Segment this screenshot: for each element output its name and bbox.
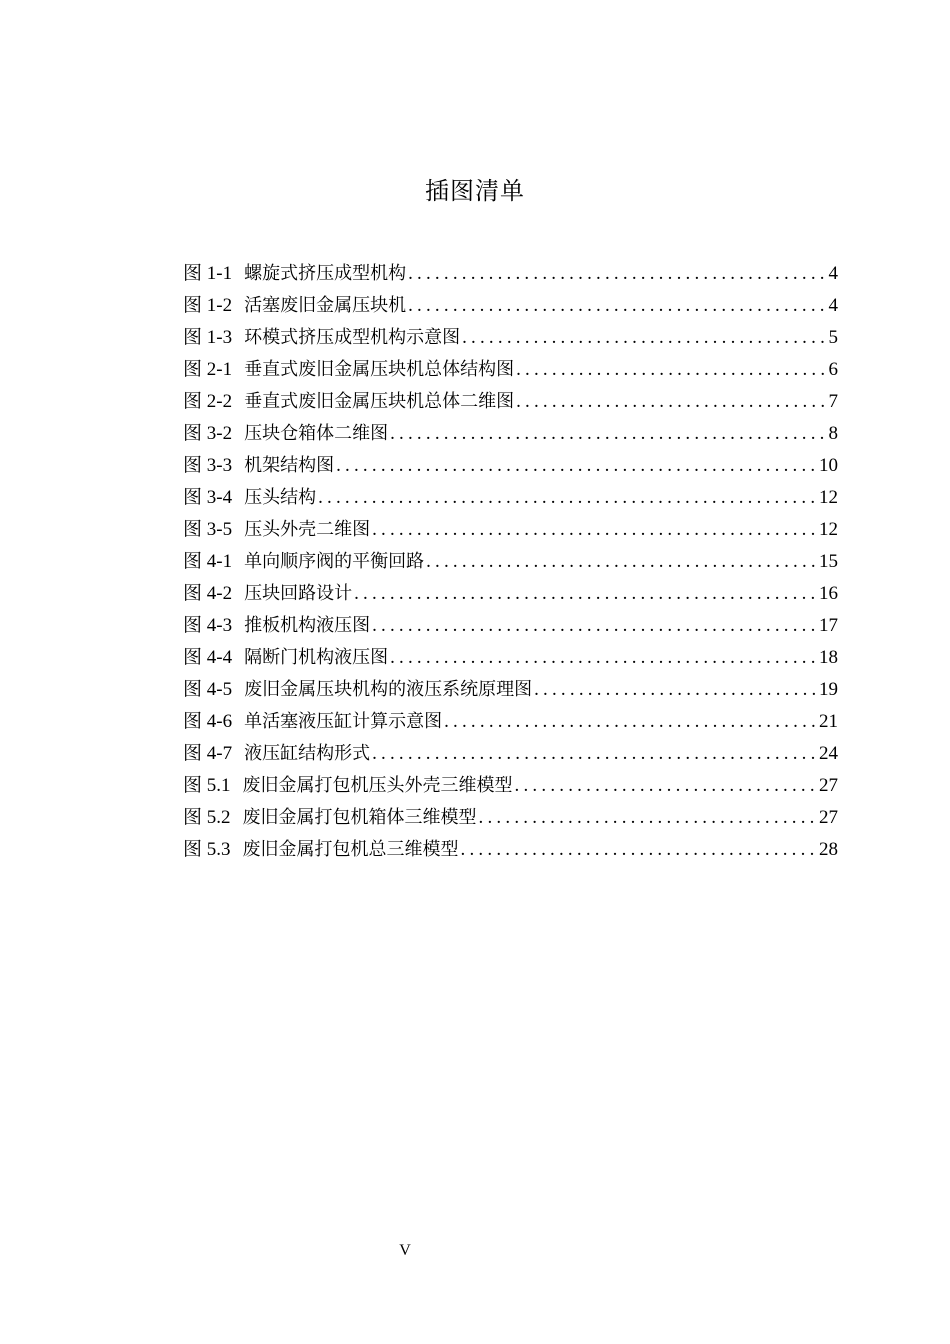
figure-page-number: 19 [819, 679, 838, 700]
figure-caption: 隔断门机构液压图 [244, 647, 389, 668]
figure-caption: 废旧金属打包机总三维模型 [242, 839, 459, 860]
figure-caption: 推板机构液压图 [244, 615, 371, 636]
figure-caption: 垂直式废旧金属压块机总体二维图 [244, 391, 515, 412]
figure-list-item[interactable] [183, 386, 838, 418]
figure-list-item[interactable] [183, 770, 838, 802]
figure-caption: 单向顺序阀的平衡回路 [244, 551, 425, 572]
figure-list-item[interactable] [183, 546, 838, 578]
figure-list-item[interactable] [183, 834, 838, 866]
figure-caption: 机架结构图 [244, 455, 335, 476]
figure-caption: 压块回路设计 [244, 583, 353, 604]
figure-list-item[interactable] [183, 290, 838, 322]
figure-caption: 环模式挤压成型机构示意图 [244, 327, 461, 348]
figure-page-number: 6 [828, 359, 838, 380]
figure-number: 图 4-4 [183, 647, 233, 668]
figure-number: 图 3-4 [183, 487, 233, 508]
dot-leader [336, 450, 817, 482]
figure-number: 图 5.3 [183, 839, 231, 860]
figure-number: 图 4-6 [183, 711, 233, 732]
figure-page-number: 27 [819, 807, 838, 828]
dot-leader [461, 834, 817, 866]
figure-list-item[interactable] [183, 802, 838, 834]
figure-page-number: 17 [819, 615, 838, 636]
dot-leader [372, 514, 817, 546]
dot-leader [534, 674, 817, 706]
figure-page-number: 10 [819, 455, 838, 476]
figure-number: 图 2-2 [183, 391, 233, 412]
figure-caption: 压头结构 [244, 487, 317, 508]
figure-list-item[interactable] [183, 514, 838, 546]
figure-list-item[interactable] [183, 706, 838, 738]
figure-page-number: 16 [819, 583, 838, 604]
figure-number: 图 3-3 [183, 455, 233, 476]
dot-leader [516, 354, 826, 386]
figure-page-number: 24 [819, 743, 838, 764]
dot-leader [354, 578, 817, 610]
figure-number: 图 1-1 [183, 263, 233, 284]
figure-list-item[interactable] [183, 610, 838, 642]
figure-page-number: 4 [828, 295, 838, 316]
figure-caption: 液压缸结构形式 [244, 743, 371, 764]
figure-list-item[interactable] [183, 642, 838, 674]
figure-page-number: 12 [819, 519, 838, 540]
figure-page-number: 18 [819, 647, 838, 668]
figure-caption: 压头外壳二维图 [244, 519, 371, 540]
figure-number: 图 1-3 [183, 327, 233, 348]
figure-page-number: 28 [819, 839, 838, 860]
figure-list-item[interactable] [183, 738, 838, 770]
figure-caption: 单活塞液压缸计算示意图 [244, 711, 443, 732]
dot-leader [479, 802, 817, 834]
figure-number: 图 5.1 [183, 775, 231, 796]
dot-leader [390, 642, 817, 674]
figure-number: 图 2-1 [183, 359, 233, 380]
figure-page-number: 27 [819, 775, 838, 796]
figure-page-number: 7 [828, 391, 838, 412]
figure-number: 图 3-5 [183, 519, 233, 540]
figure-list-item[interactable] [183, 418, 838, 450]
figure-caption: 活塞废旧金属压块机 [244, 295, 407, 316]
figure-page-number: 15 [819, 551, 838, 572]
figure-number: 图 1-2 [183, 295, 233, 316]
figure-number: 图 4-7 [183, 743, 233, 764]
dot-leader [426, 546, 817, 578]
figure-list [183, 258, 838, 866]
figure-page-number: 4 [828, 263, 838, 284]
dot-leader [372, 738, 817, 770]
figure-number: 图 4-5 [183, 679, 233, 700]
dot-leader [318, 482, 817, 514]
figure-number: 图 4-3 [183, 615, 233, 636]
page-number: V [399, 1242, 411, 1259]
figure-caption: 垂直式废旧金属压块机总体结构图 [244, 359, 515, 380]
figure-caption: 废旧金属打包机压头外壳三维模型 [242, 775, 513, 796]
figure-number: 图 3-2 [183, 423, 233, 444]
dot-leader [390, 418, 826, 450]
figure-list-item[interactable] [183, 258, 838, 290]
dot-leader [408, 258, 826, 290]
figure-number: 图 4-1 [183, 551, 233, 572]
dot-leader [516, 386, 826, 418]
figure-list-item[interactable] [183, 482, 838, 514]
figure-number: 图 5.2 [183, 807, 231, 828]
figure-list-item[interactable] [183, 450, 838, 482]
figure-page-number: 8 [828, 423, 838, 444]
figure-list-item[interactable] [183, 354, 838, 386]
dot-leader [444, 706, 817, 738]
figure-number: 图 4-2 [183, 583, 233, 604]
figure-page-number: 12 [819, 487, 838, 508]
dot-leader [372, 610, 817, 642]
figure-list-item[interactable] [183, 322, 838, 354]
figure-caption: 废旧金属压块机构的液压系统原理图 [244, 679, 533, 700]
dot-leader [462, 322, 826, 354]
dot-leader [408, 290, 826, 322]
figure-caption: 压块仓箱体二维图 [244, 423, 389, 444]
figure-caption: 螺旋式挤压成型机构 [244, 263, 407, 284]
dot-leader [515, 770, 817, 802]
figure-caption: 废旧金属打包机箱体三维模型 [242, 807, 477, 828]
figure-page-number: 5 [828, 327, 838, 348]
figure-list-item[interactable] [183, 578, 838, 610]
page-title: 插图清单 [425, 177, 525, 205]
figure-page-number: 21 [819, 711, 838, 732]
figure-list-item[interactable] [183, 674, 838, 706]
